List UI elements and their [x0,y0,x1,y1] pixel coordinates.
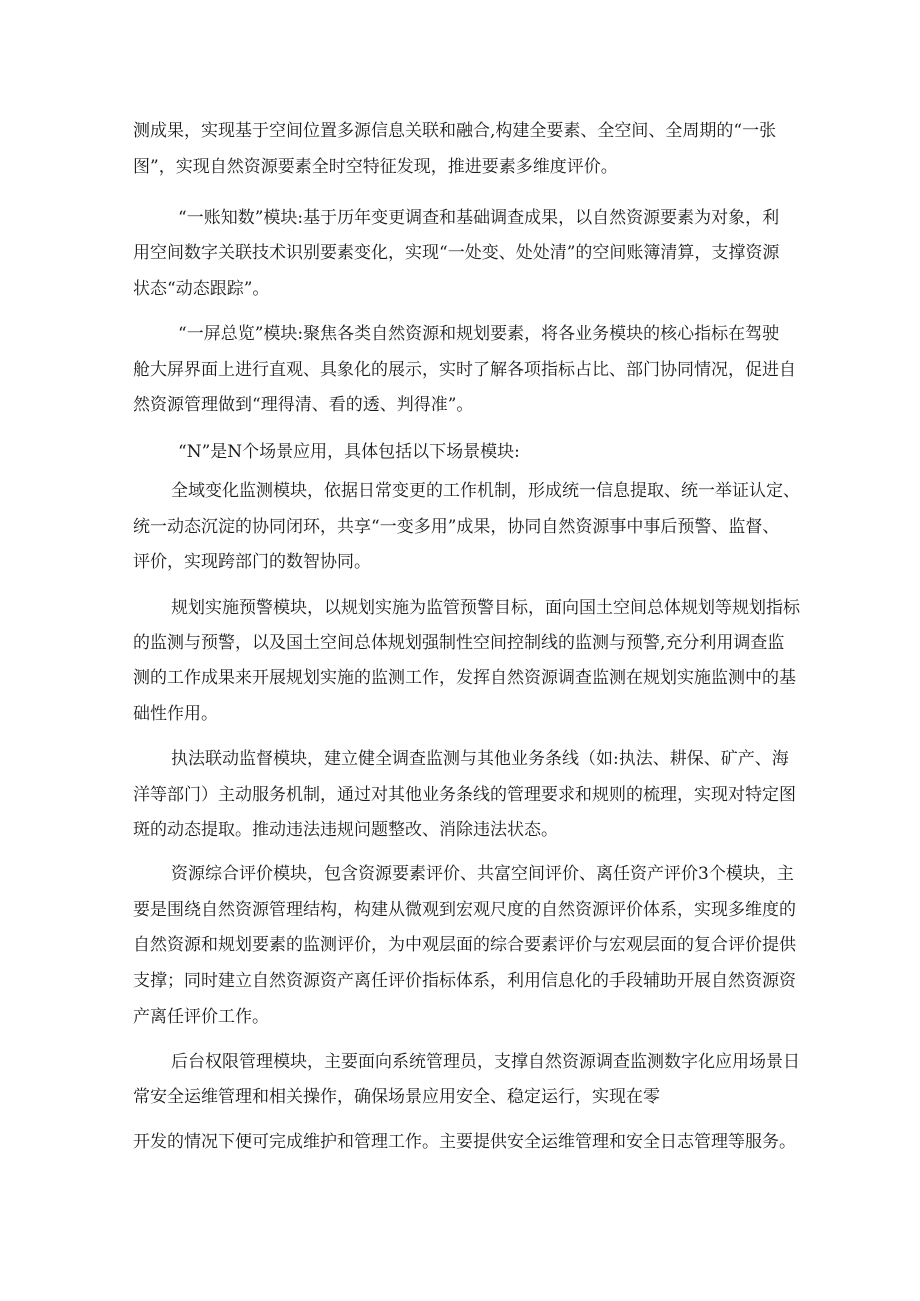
paragraph-7-line-2: 洋等部门）主动服务机制，通过对其他业务条线的管理要求和规则的梳理，实现对特定图 [133,785,796,805]
paragraph-6-line-2: 的监测与预警，以及国土空间总体规划强制性空间控制线的监测与预警,充分利用调查监 [133,633,785,653]
paragraph-5-line-3: 评价，实现跨部门的数智协同。 [133,552,371,572]
paragraph-1-line-2: 图”，实现自然资源要素全时空特征发现，推进要素多维度评价。 [133,157,618,177]
paragraph-3-line-3: 然资源管理做到“理得清、看的透、判得准”。 [133,395,474,415]
paragraph-3-line-2: 舱大屏界面上进行直观、具象化的展示，实时了解各项指标占比、部门协同情况，促进自 [133,360,796,380]
paragraph-9-line-2: 常安全运维管理和相关操作，确保场景应用安全、稳定运行，实现在零 [133,1087,660,1107]
paragraph-8-line-3: 自然资源和规划要素的监测评价，为中观层面的综合要素评价与宏观层面的复合评价提供 [133,935,796,955]
paragraph-3-line-1: “一屏总览”模块:聚焦各类自然资源和规划要素，将各业务模块的核心指标在驾驶 [178,324,780,344]
paragraph-1-line-1: 测成果，实现基于空间位置多源信息关联和融合,构建全要素、全空间、全周期的“一张 [133,121,777,141]
paragraph-10-line-1: 开发的情况下便可完成维护和管理工作。主要提供安全运维管理和安全日志管理等服务。 [133,1132,796,1152]
paragraph-4-line-1: “N”是N个场景应用，具体包括以下场景模块: [178,442,520,462]
paragraph-8-line-2: 要是围绕自然资源管理结构，构建从微观到宏观尺度的自然资源评价体系，实现多维度的 [133,900,796,920]
paragraph-6-line-4: 础性作用。 [133,704,218,724]
paragraph-6-line-1: 规划实施预警模块，以规划实施为监管预警目标，面向国土空间总体规划等规划指标 [171,598,800,618]
paragraph-8-line-1: 资源综合评价模块，包含资源要素评价、共富空间评价、离任资产评价3个模块，主 [171,864,794,884]
paragraph-5-line-2: 统一动态沉淀的协同闭环，共享“一变多用”成果，协同自然资源事中事后预警、监督、 [133,517,780,537]
paragraph-5-line-1: 全域变化监测模块，依据日常变更的工作机制，形成统一信息提取、统一举证认定、 [171,481,800,501]
paragraph-7-line-1: 执法联动监督模块，建立健全调查监测与其他业务条线（如:执法、耕保、矿产、海 [171,749,789,769]
paragraph-6-line-3: 测的工作成果来开展规划实施的监测工作，发挥自然资源调查监测在规划实施监测中的基 [133,668,796,688]
paragraph-9-line-1: 后台权限管理模块，主要面向系统管理员，支撑自然资源调查监测数字化应用场景日 [171,1052,800,1072]
paragraph-2-line-2: 用空间数字关联技术识别要素变化，实现“一处变、处处清”的空间账簿清算，支撑资源 [133,243,780,263]
paragraph-7-line-3: 斑的动态提取。推动违法违规问题整改、消除违法状态。 [133,820,558,840]
paragraph-2-line-3: 状态“动态跟踪”。 [133,279,270,299]
paragraph-2-line-1: “一账知数”模块:基于历年变更调查和基础调查成果，以自然资源要素为对象，利 [178,208,780,228]
paragraph-8-line-5: 产离任评价工作。 [133,1007,269,1027]
paragraph-8-line-4: 支撑；同时建立自然资源资产离任评价指标体系，利用信息化的手段辅助开展自然资源资 [133,971,796,991]
